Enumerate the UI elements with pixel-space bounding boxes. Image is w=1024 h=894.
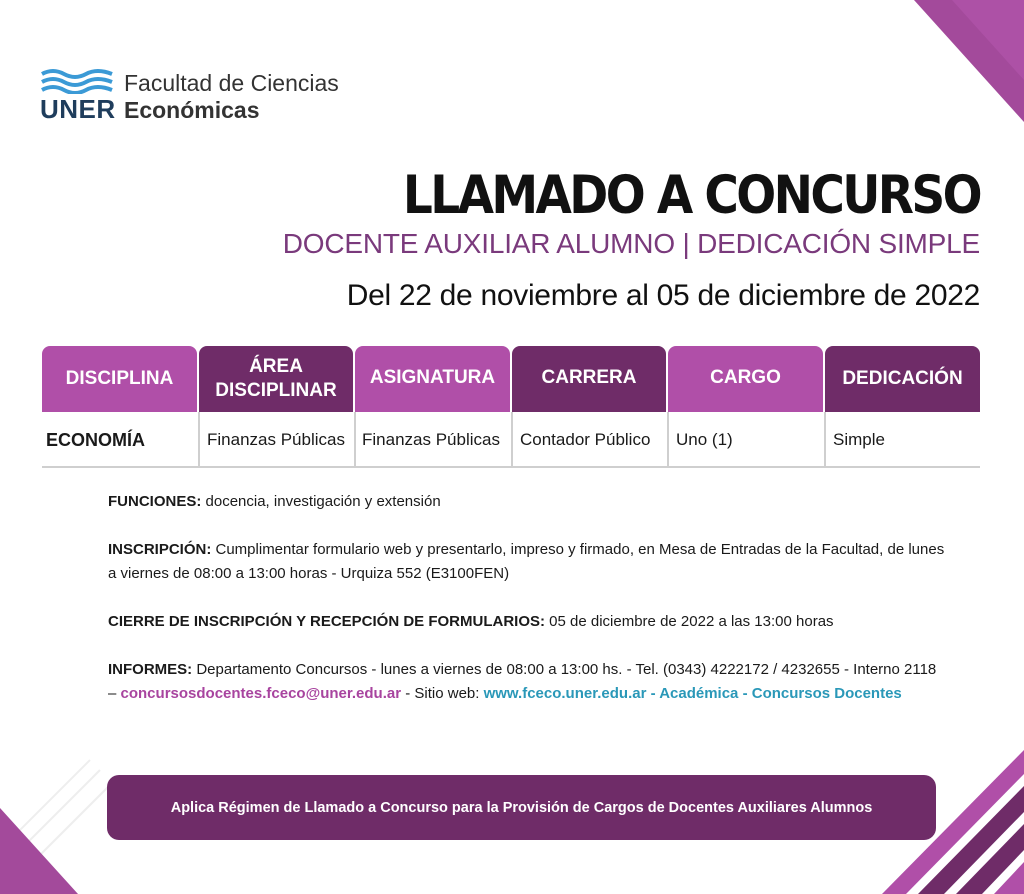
header-carrera bbox=[512, 346, 666, 412]
logo-uner-text: UNER bbox=[40, 94, 116, 124]
header-label-line2: DISCIPLINAR bbox=[215, 380, 337, 401]
cell-cargo: Uno (1) bbox=[676, 430, 733, 449]
top-right-corner-decoration bbox=[900, 0, 1024, 130]
banner-text: Aplica Régimen de Llamado a Concurso para la Provisión de Cargos de Docentes Auxiliares Alumnos bbox=[170, 799, 873, 816]
cell-area-disciplinar: Finanzas Públicas bbox=[207, 430, 345, 449]
column-divider bbox=[667, 412, 669, 468]
funciones-paragraph bbox=[108, 490, 948, 514]
inscripcion-paragraph bbox=[108, 538, 948, 586]
column-divider bbox=[511, 412, 513, 468]
header-label: CARRERA bbox=[541, 367, 637, 388]
cell-asignatura: Finanzas Públicas bbox=[362, 430, 500, 449]
header-label: DEDICACIÓN bbox=[842, 368, 963, 389]
cierre-text: 05 de diciembre de 2022 a las 13:00 horas bbox=[545, 613, 834, 630]
column-divider bbox=[198, 412, 200, 468]
logo-faculty-line2: Económicas bbox=[124, 97, 260, 123]
cell-carrera: Contador Público bbox=[520, 430, 651, 449]
informes-label: INFORMES: bbox=[108, 661, 193, 678]
header-label: DISCIPLINA bbox=[65, 368, 174, 389]
inscripcion-label: INSCRIPCIÓN: bbox=[108, 541, 212, 558]
positions-table bbox=[42, 346, 980, 468]
informes-paragraph bbox=[108, 658, 948, 706]
header-label: CARGO bbox=[710, 367, 781, 388]
informes-text: Departamento Concursos - lunes a viernes de 08:00 a 13:00 hs. - Tel. (0343) 4222172 / 4232655 - Interno 2118 – bbox=[108, 661, 937, 702]
cierre-paragraph bbox=[108, 610, 948, 634]
header-area-disciplinar bbox=[199, 346, 353, 412]
column-divider bbox=[824, 412, 826, 468]
header-label: ASIGNATURA bbox=[369, 367, 496, 388]
faculty-logo bbox=[40, 66, 360, 126]
page-title: LLAMADO A CONCURSO bbox=[402, 165, 980, 227]
header-asignatura bbox=[355, 346, 510, 412]
cell-disciplina: ECONOMÍA bbox=[46, 429, 145, 450]
page-subtitle: DOCENTE AUXILIAR ALUMNO | DEDICACIÓN SIMPLE bbox=[282, 228, 980, 259]
date-range: Del 22 de noviembre al 05 de diciembre de 2022 bbox=[346, 279, 980, 312]
header-disciplina bbox=[42, 346, 197, 412]
inscripcion-text: Cumplimentar formulario web y presentarlo, impreso y firmado, en Mesa de Entradas de la Facultad, de lunes a viernes de 08:00 a 13:00 horas - Urquiza 552 (E3100FEN) bbox=[108, 541, 945, 582]
funciones-text: docencia, investigación y extensión bbox=[201, 493, 441, 510]
website-link[interactable]: www.fceco.uner.edu.ar - Académica - Concursos Docentes bbox=[483, 685, 902, 702]
header-label: ÁREA bbox=[249, 356, 303, 377]
header-cargo bbox=[668, 346, 823, 412]
waves-icon bbox=[40, 68, 114, 94]
header-dedicacion bbox=[825, 346, 980, 412]
table-bottom-rule bbox=[42, 466, 980, 468]
funciones-label: FUNCIONES: bbox=[108, 493, 202, 510]
website-prefix: - Sitio web: bbox=[401, 685, 484, 702]
cell-dedicacion: Simple bbox=[833, 430, 885, 449]
logo-faculty-line1: Facultad de Ciencias bbox=[124, 70, 339, 96]
regulation-banner bbox=[107, 775, 936, 840]
contact-email-link[interactable]: concursosdocentes.fceco@uner.edu.ar bbox=[120, 685, 402, 702]
cierre-label: CIERRE DE INSCRIPCIÓN Y RECEPCIÓN DE FORMULARIOS: bbox=[108, 613, 545, 630]
